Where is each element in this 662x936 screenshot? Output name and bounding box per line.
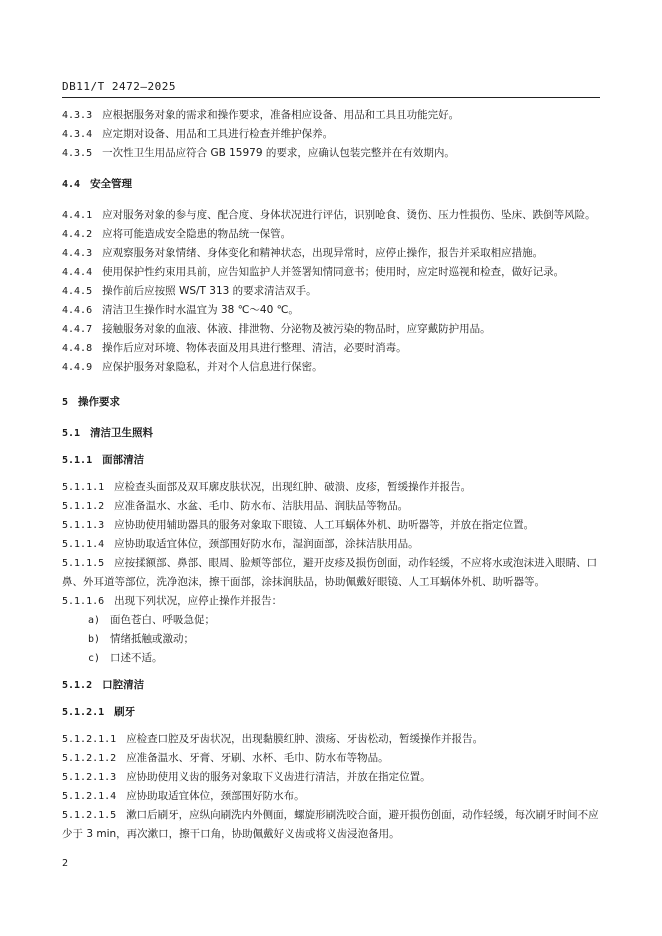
- section-heading-5-1-2-1: 5.1.2.1 刷牙: [62, 706, 136, 718]
- clause-5-1-2-1-3: 5.1.2.1.3 应协助使用义齿的服务对象取下义齿进行清洁，并放在指定位置。: [62, 771, 431, 783]
- clause-4-4-4: 4.4.4 使用保护性约束用具前，应告知监护人并签署知情同意书；使用时，应定时巡视和检查，做好记录。: [62, 266, 565, 278]
- clause-4-3-4: 4.3.4 应定期对设备、用品和工具进行检查并维护保养。: [62, 128, 334, 140]
- section-heading-5-1: 5.1 清洁卫生照料: [62, 427, 154, 439]
- clause-5-1-2-1-5: 5.1.2.1.5 漱口后刷牙，应纵向刷洗内外侧面，螺旋形刷洗咬合面，避开损伤创面，动作轻缓，每次刷牙时间不应少于 3 min，再次漱口，擦干口角，协助佩戴好义齿或将义齿浸泡备用。: [62, 809, 599, 840]
- clause-4-3-3: 4.3.3 应根据服务对象的需求和操作要求，准备相应设备、用品和工具且功能完好。: [62, 109, 460, 121]
- clause-5-1-1-6: 5.1.1.6 出现下列状况，应停止操作并报告：: [62, 595, 283, 607]
- clause-4-4-1: 4.4.1 应对服务对象的参与度、配合度、身体状况进行评估，识别呛食、烫伤、压力性损伤、坠床、跌倒等风险。: [62, 209, 596, 221]
- clause-5-1-1-3: 5.1.1.3 应协助使用辅助器具的服务对象取下眼镜、人工耳蜗体外机、助听器等，并放在指定位置。: [62, 519, 535, 531]
- clause-5-1-2-1-4: 5.1.2.1.4 应协助取适宜体位，颈部围好防水布。: [62, 790, 305, 802]
- clause-4-4-6: 4.4.6 清洁卫生操作时水温宜为 38 ℃～40 ℃。: [62, 304, 299, 316]
- clause-5-1-1-5: 5.1.1.5 应按揉额部、鼻部、眼周、脸颊等部位，避开皮疹及损伤创面，动作轻缓，不应将水或泡沫进入眼睛、口鼻、外耳道等部位，洗净泡沫，擦干面部，涂抹润肤品，协助佩戴好眼镜、人工耳蜗体外机、助听器等。: [62, 557, 598, 588]
- clause-5-1-2-1-2: 5.1.2.1.2 应准备温水、牙膏、牙刷、水杯、毛巾、防水布等物品。: [62, 752, 389, 764]
- clause-5-1-1-4: 5.1.1.4 应协助取适宜体位，颈部围好防水布，湿润面部，涂抹洁肤用品。: [62, 538, 419, 550]
- clause-4-4-3: 4.4.3 应观察服务对象情绪、身体变化和精神状态，出现异常时，应停止操作，报告并采取相应措施。: [62, 247, 544, 259]
- page-number: 2: [62, 858, 69, 869]
- clause-4-4-8: 4.4.8 操作后应对环境、物体表面及用具进行整理、清洁，必要时消毒。: [62, 342, 407, 354]
- list-item: c) 口述不适。: [88, 652, 163, 664]
- section-heading-5-1-1: 5.1.1 面部清洁: [62, 454, 145, 466]
- clause-5-1-1-1: 5.1.1.1 应检查头面部及双耳廓皮肤状况，出现红肿、破溃、皮疹，暂缓操作并报告。: [62, 481, 472, 493]
- section-heading-5-1-2: 5.1.2 口腔清洁: [62, 679, 145, 691]
- page-content: [62, 106, 602, 844]
- section-heading-4-4: 4.4 安全管理: [62, 178, 133, 190]
- clause-4-3-5: 4.3.5 一次性卫生用品应符合 GB 15979 的要求，应确认包装完整并在有效期内。: [62, 147, 455, 159]
- clause-4-4-2: 4.4.2 应将可能造成安全隐患的物品统一保管。: [62, 228, 292, 240]
- list-item: a) 面色苍白、呼吸急促；: [88, 614, 215, 626]
- clause-5-1-1-2: 5.1.1.2 应准备温水、水盆、毛巾、防水布、洁肤用品、润肤品等物品。: [62, 500, 409, 512]
- clause-4-4-7: 4.4.7 接触服务对象的血液、体液、排泄物、分泌物及被污染的物品时，应穿戴防护用品。: [62, 323, 491, 335]
- clause-4-4-5: 4.4.5 操作前后应按照 WS/T 313 的要求清洁双手。: [62, 285, 317, 297]
- document-id-header: DB11/T 2472—2025: [62, 80, 176, 93]
- list-item: b) 情绪抵触或激动；: [88, 633, 194, 645]
- clause-4-4-9: 4.4.9 应保护服务对象隐私，并对个人信息进行保密。: [62, 361, 323, 373]
- chapter-heading-5: 5 操作要求: [62, 396, 121, 408]
- header-rule: [62, 97, 600, 98]
- clause-5-1-2-1-1: 5.1.2.1.1 应检查口腔及牙齿状况，出现黏膜红肿、溃疡、牙齿松动，暂缓操作并报告。: [62, 733, 484, 745]
